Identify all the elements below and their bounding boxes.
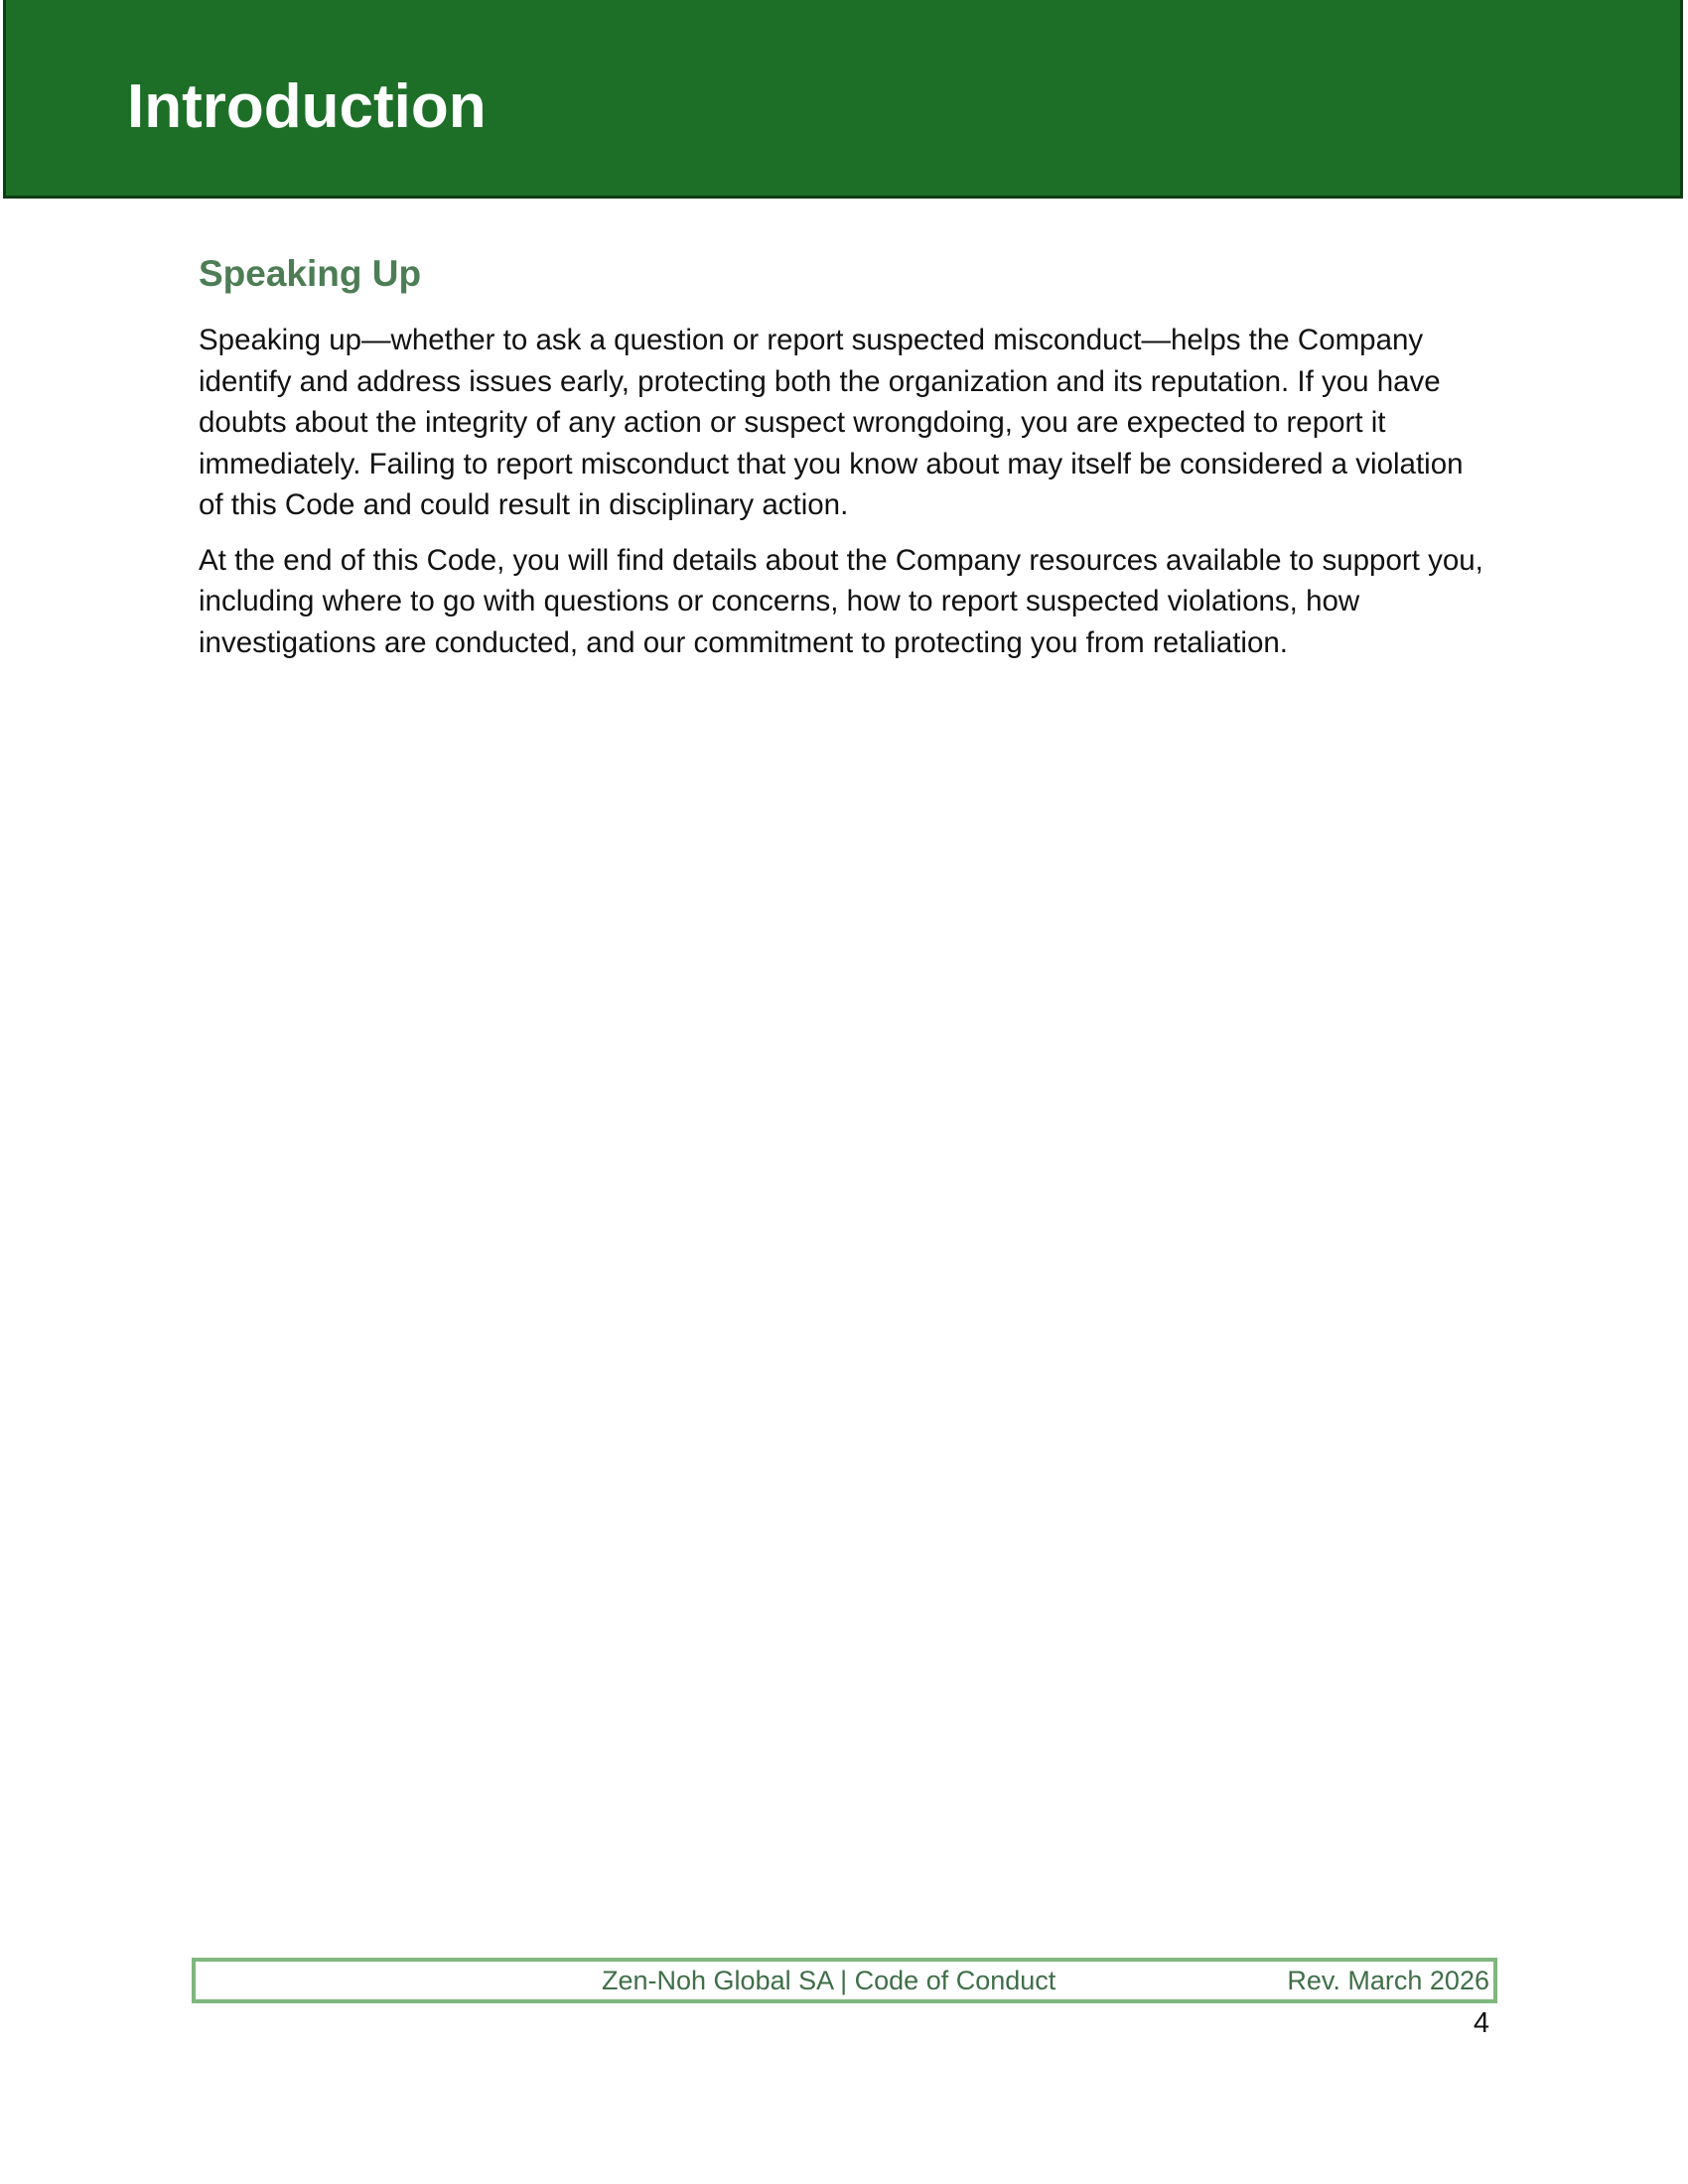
footer-revision: Rev. March 2026	[1287, 1966, 1489, 1995]
paragraph-resources: At the end of this Code, you will find details about the Company resources available to support you, including where to go with questions or concerns, how to report suspected violations, how investigations are conducted, and our commitment to protecting you from retaliation.	[199, 543, 1483, 659]
paragraph-speaking-up: Speaking up—whether to ask a question or report suspected misconduct—helps the Company identify and address issues early, protecting both the organization and its reputation. If you have doubts about the integrity of any action or suspect wrongdoing, you are expected to report it immediately. Failing to report misconduct that you know about may itself be considered a violation of this Code and could result in disciplinary action.	[199, 324, 1464, 522]
page-title: Introduction	[127, 72, 487, 141]
main-content	[199, 250, 1489, 677]
page-number: 4	[1473, 2007, 1489, 2039]
footer-box	[192, 1958, 1497, 2003]
footer-document-label: Zen-Noh Global SA | Code of Conduct	[602, 1966, 1056, 1995]
header-band	[3, 0, 1683, 199]
section-heading: Speaking Up	[199, 253, 422, 294]
